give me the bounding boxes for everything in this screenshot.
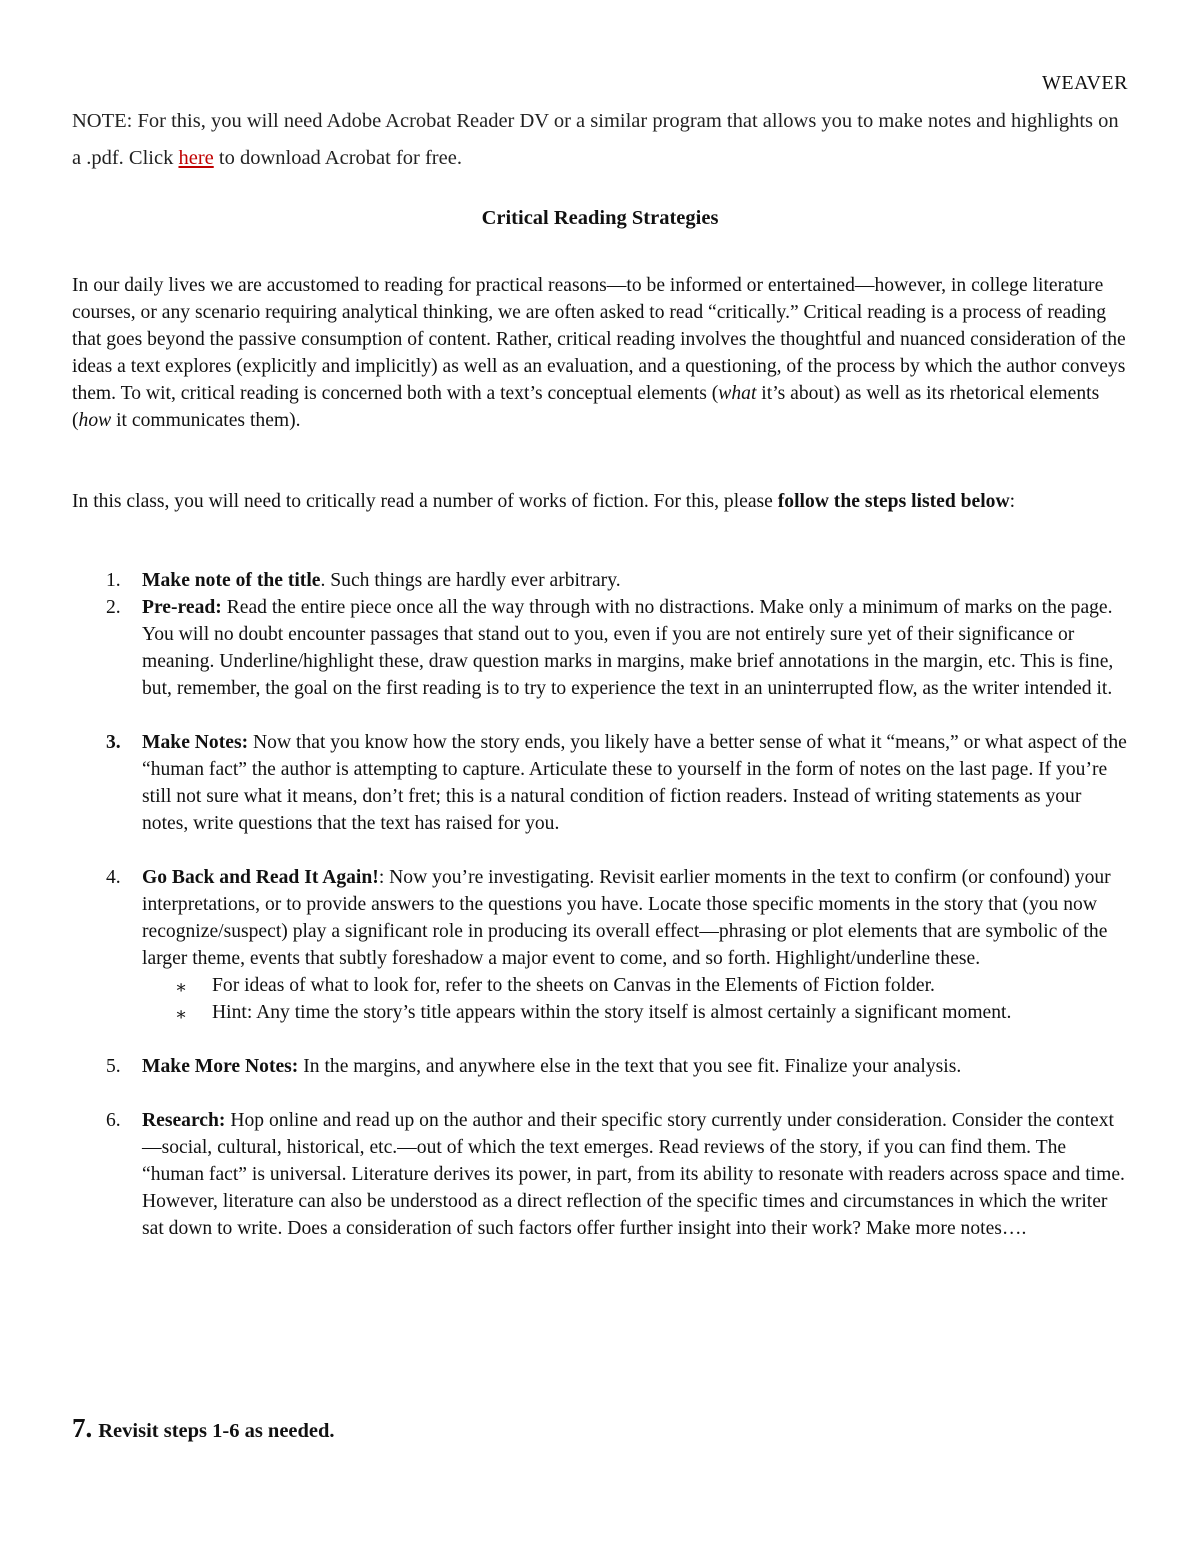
intro-emphasis-what: what: [718, 383, 757, 404]
instructions-end: :: [1009, 491, 1016, 512]
page-title: Critical Reading Strategies: [481, 207, 719, 229]
step-title: Go Back and Read It Again!: [142, 867, 379, 888]
step-number: 2.: [106, 597, 121, 618]
step-title: Make Notes:: [142, 732, 249, 753]
step-text: Now that you know how the story ends, you likely have a better sense of what it “means,” or what aspect of the “human fact” the author is attempting to capture. Articulate these to yourself in the form of notes on the last page. If you’re still not sure what it means, don’t fret; this is a natural condition of fiction readers. Instead of writing statements as your notes, write questions that the text has raised for you.: [142, 732, 1127, 834]
step-number: 5.: [106, 1056, 121, 1077]
note-suffix: to download Acrobat for free.: [213, 147, 462, 169]
instructions-text: In this class, you will need to critically read a number of works of fiction. For this, please: [72, 491, 778, 512]
step-text: Hop online and read up on the author and their specific story currently under consideration. Consider the context—social, cultural, historical, etc.—out of which the text emerges. Read reviews of the story, if you can find them. The “human fact” is universal. Literature derives its power, in part, from its ability to resonate with readers across space and time. However, literature can also be understood as a direct reflection of the specific times and circumstances in which the writer sat down to write. Does a consideration of such factors offer further insight into their work? Make more notes….: [142, 1110, 1125, 1239]
step-number: 6.: [106, 1110, 121, 1131]
intro-emphasis-how: how: [78, 410, 112, 431]
step-title: Make note of the title: [142, 570, 321, 591]
step-text: Read the entire piece once all the way through with no distractions. Make only a minimum of marks on the page. You will no doubt encounter passages that stand out to you, even if you are not entirely sure yet of their significance or meaning. Underline/highlight these, draw question marks in margins, make brief annotations in the margin, etc. This is fine, but, remember, the goal on the first reading is to try to experience the text in an uninterrupted flow, as the writer intended it.: [142, 597, 1114, 699]
list-item-step-1: [72, 567, 1132, 594]
note-prefix: NOTE: For this, you will need Adobe Acrobat Reader DV or a similar program that allows you to make notes and highlights on a .pdf. Click: [72, 110, 1119, 169]
acrobat-note: [72, 103, 1132, 177]
final-step: [72, 1413, 335, 1444]
intro-text-3: it communicates them).: [111, 410, 301, 431]
hint-list: [142, 972, 1132, 1026]
step-number: 1.: [106, 570, 121, 591]
list-item-step-6: [72, 1107, 1132, 1242]
step-number: 3.: [106, 732, 121, 753]
final-step-number: 7.: [72, 1413, 93, 1443]
step-text: In the margins, and anywhere else in the text that you see fit. Finalize your analysis.: [298, 1056, 962, 1077]
hint-item: [142, 972, 1132, 999]
steps-list: [72, 567, 1132, 1242]
final-step-text: Revisit steps 1-6 as needed.: [98, 1420, 335, 1442]
step-text: : Now you’re investigating. Revisit earlier moments in the text to confirm (or confound) your interpretations, or to provide answers to the questions you have. Locate those specific moments in the story that (you now recognize/suspect) play a significant role in producing its overall effect—phrasing or plot elements that are symbolic of the larger theme, events that subtly foreshadow a major event to come, and so forth. Highlight/underline these.: [142, 867, 1111, 969]
step-number: 4.: [106, 867, 121, 888]
instructions-bold: follow the steps listed below: [777, 491, 1010, 512]
instructions-paragraph: [72, 488, 1132, 515]
step-text: . Such things are hardly ever arbitrary.: [320, 570, 621, 591]
asterisk-bullet-icon: ∗: [175, 977, 188, 997]
list-item-step-4: [72, 864, 1132, 1026]
step-title: Make More Notes:: [142, 1056, 299, 1077]
list-item-step-5: [72, 1053, 1132, 1080]
intro-text-1: In our daily lives we are accustomed to reading for practical reasons—to be informed or entertained—however, in college literature courses, or any scenario requiring analytical thinking, we are often asked to read “critically.” Critical reading is a process of reading that goes beyond the passive consumption of content. Rather, critical reading involves the thoughtful and nuanced consideration of the ideas a text explores (explicitly and implicitly) as well as an evaluation, and a questioning, of the process by which the author conveys them. To wit, critical reading is concerned both with a text’s conceptual elements (: [72, 275, 1126, 404]
step-title: Pre-read:: [142, 597, 222, 618]
list-item-step-2: [72, 594, 1132, 702]
intro-text-2: it’s about) as well as its rhetorical elements (: [72, 383, 1100, 431]
asterisk-bullet-icon: ∗: [175, 1004, 188, 1024]
download-link[interactable]: here: [178, 147, 214, 169]
hint-text: Hint: Any time the story’s title appears within the story itself is almost certainly a significant moment.: [212, 1002, 1012, 1023]
hint-item: [142, 999, 1132, 1026]
list-item-step-3: [72, 729, 1132, 837]
hint-text: For ideas of what to look for, refer to the sheets on Canvas in the Elements of Fiction folder.: [212, 975, 935, 996]
step-title: Research:: [142, 1110, 226, 1131]
intro-paragraph: [72, 272, 1132, 434]
author-header: WEAVER: [1042, 72, 1128, 94]
